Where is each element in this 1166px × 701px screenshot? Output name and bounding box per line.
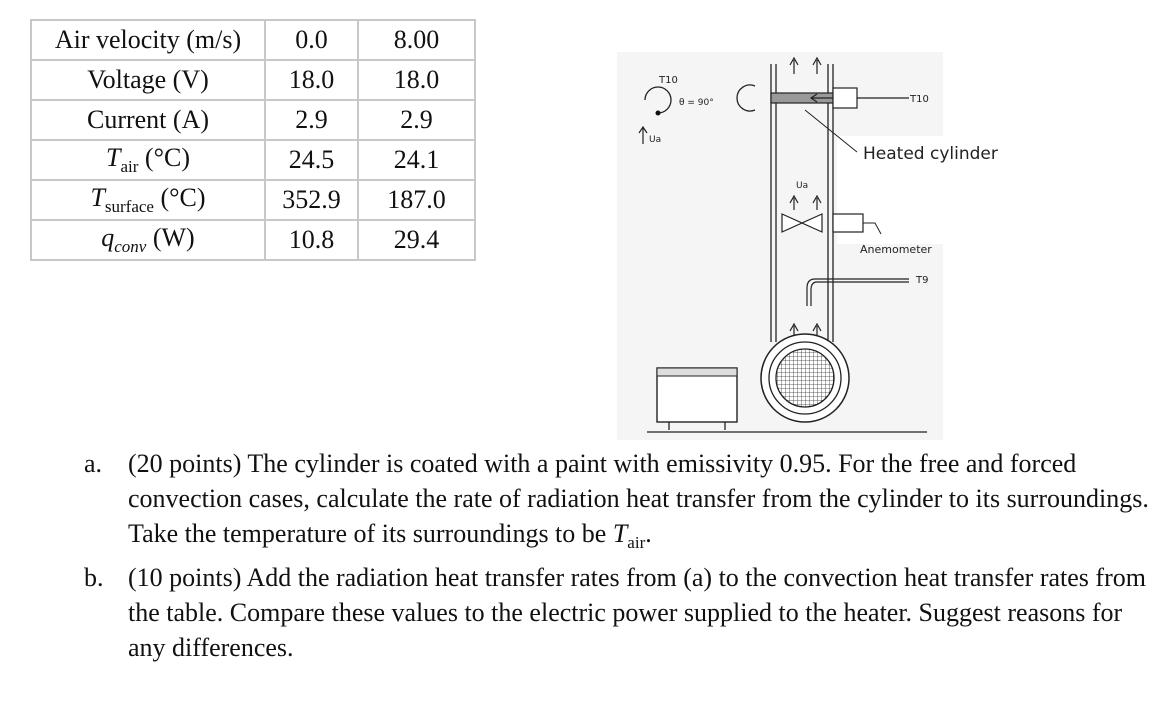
table-row — [31, 180, 475, 220]
question-marker: a. — [84, 449, 103, 478]
row-label — [31, 140, 265, 180]
row-label: Current (A) — [31, 100, 265, 140]
row-unit: (W) — [146, 223, 195, 252]
cell-forced: 29.4 — [358, 220, 475, 260]
question-item — [84, 446, 1154, 560]
row-label: Voltage (V) — [31, 60, 265, 100]
row-subscript: air — [120, 157, 139, 176]
cell-free: 2.9 — [265, 100, 358, 140]
apparatus-diagram — [617, 52, 1013, 440]
table-row — [31, 100, 475, 140]
row-symbol: q — [101, 223, 115, 252]
control-box-lid — [657, 368, 737, 376]
cell-free: 18.0 — [265, 60, 358, 100]
row-symbol: T — [106, 143, 121, 172]
heated-cylinder-label: Heated cylinder — [863, 144, 998, 164]
row-symbol: T — [90, 183, 105, 212]
table-row — [31, 20, 475, 60]
data-table — [30, 19, 476, 261]
t10-label-top: T10 — [659, 75, 678, 86]
question-marker: b. — [84, 563, 104, 592]
row-unit: (°C) — [153, 183, 206, 212]
row-subscript: surface — [104, 197, 154, 216]
cell-forced: 18.0 — [358, 60, 475, 100]
question-body: (10 points) Add the radiation heat transfer rates from (a) to the convection heat transfer rates from the table. Compare these values to the electric power supplied to the heater. Suggest reasons for any differences. — [128, 563, 1146, 662]
ua-label-left: Ua — [649, 135, 662, 145]
row-label — [31, 220, 265, 260]
question-end: . — [645, 519, 652, 548]
table-row — [31, 60, 475, 100]
question-text — [128, 446, 1154, 560]
blower-mesh-grille — [776, 349, 834, 407]
t9-label: T9 — [916, 275, 929, 286]
table-row — [31, 140, 475, 180]
cylinder-holder — [833, 88, 857, 108]
table-row — [31, 220, 475, 260]
cell-free: 0.0 — [265, 20, 358, 60]
cell-free: 24.5 — [265, 140, 358, 180]
row-label — [31, 180, 265, 220]
cell-free: 10.8 — [265, 220, 358, 260]
theta-label: θ = 90° — [679, 98, 714, 108]
cell-forced: 24.1 — [358, 140, 475, 180]
row-unit: (°C) — [138, 143, 190, 172]
anemometer-label: Anemometer — [860, 243, 932, 256]
question-list — [84, 446, 1154, 665]
question-symbol: T — [612, 519, 628, 548]
question-body: (20 points) The cylinder is coated with a paint with emissivity 0.95. For the free and forced convection cases, calculate the rate of radiation heat transfer from the cylinder to its surroundings. Take the temperature of its surroundings to be — [128, 449, 1149, 548]
ua-label-mid: Ua — [796, 181, 809, 191]
row-label: Air velocity (m/s) — [31, 20, 265, 60]
cell-free: 352.9 — [265, 180, 358, 220]
row-subscript: conv — [114, 237, 147, 256]
cell-forced: 187.0 — [358, 180, 475, 220]
cell-forced: 8.00 — [358, 20, 475, 60]
question-item — [84, 560, 1154, 665]
anemometer-housing — [833, 214, 863, 232]
thermocouple-point-icon — [656, 111, 661, 116]
question-subscript: air — [627, 533, 646, 552]
t10-label-right: T10 — [910, 94, 929, 105]
cell-forced: 2.9 — [358, 100, 475, 140]
